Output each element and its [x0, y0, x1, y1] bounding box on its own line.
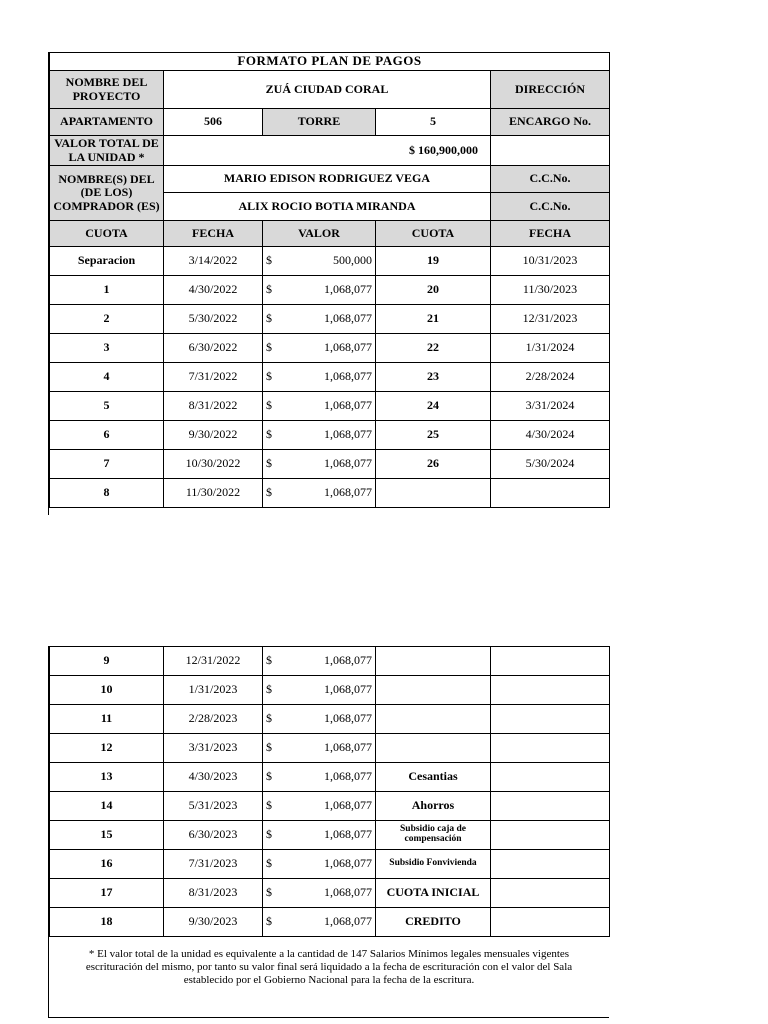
fecha-cell: 7/31/2023: [164, 850, 263, 879]
currency-symbol: $: [266, 914, 272, 929]
footnote-line-2: escrituración del mismo, por tanto su valor final será liquidado a la fecha de escrituración con el valor del Sala: [85, 961, 573, 974]
valor-wrap: [266, 399, 372, 412]
cuota-2-cell: Subsidio caja de compensación: [376, 821, 491, 850]
cuota-cell: 16: [50, 850, 164, 879]
label-valor-total: VALOR TOTAL DE LA UNIDAD *: [50, 136, 164, 166]
cuota-cell: 10: [50, 676, 164, 705]
fecha-2-cell: [491, 647, 610, 676]
cuota-cell: 2: [50, 305, 164, 334]
valor-wrap: [266, 341, 372, 354]
valor-wrap: [266, 683, 372, 696]
amount: 1,068,077: [324, 682, 372, 697]
cuota-2-cell: [376, 647, 491, 676]
table-row: [50, 676, 610, 705]
amount: 1,068,077: [324, 485, 372, 500]
valor-wrap: [266, 770, 372, 783]
valor-wrap: [266, 370, 372, 383]
cuota-cell: 4: [50, 363, 164, 392]
apartment-number: 506: [164, 109, 263, 136]
valor-cell: [263, 850, 376, 879]
valor-wrap: [266, 712, 372, 725]
amount: 1,068,077: [324, 769, 372, 784]
cuota-2-cell: 26: [376, 450, 491, 479]
fecha-cell: 1/31/2023: [164, 676, 263, 705]
valor-cell: [263, 479, 376, 508]
cuota-2-cell: 25: [376, 421, 491, 450]
payment-plan-sheet-top: [48, 52, 592, 515]
footnote-line-3: establecido por el Gobierno Nacional para la fecha de la escritura.: [183, 974, 475, 987]
table-row: [50, 647, 610, 676]
valor-wrap: [266, 828, 372, 841]
fecha-2-cell: [491, 705, 610, 734]
cuota-cell: 7: [50, 450, 164, 479]
currency-symbol: $: [266, 427, 272, 442]
table-row: [50, 276, 610, 305]
amount: 1,068,077: [324, 798, 372, 813]
header-cuota: CUOTA: [50, 221, 164, 247]
payment-plan-table-top: [49, 52, 610, 508]
cuota-cell: Separacion: [50, 247, 164, 276]
fecha-cell: 5/30/2022: [164, 305, 263, 334]
valor-cell: [263, 908, 376, 937]
cuota-2-cell: 22: [376, 334, 491, 363]
currency-symbol: $: [266, 485, 272, 500]
currency-symbol: $: [266, 456, 272, 471]
cuota-cell: 18: [50, 908, 164, 937]
table-row: [50, 450, 610, 479]
amount: 1,068,077: [324, 456, 372, 471]
fecha-2-cell: [491, 763, 610, 792]
table-row: [50, 821, 610, 850]
form-title: FORMATO PLAN DE PAGOS: [50, 53, 610, 71]
cuota-2-cell: CREDITO: [376, 908, 491, 937]
cuota-2-cell: 23: [376, 363, 491, 392]
cuota-2-cell: Cesantias: [376, 763, 491, 792]
cuota-2-cell: [376, 705, 491, 734]
fecha-2-cell: 2/28/2024: [491, 363, 610, 392]
valor-wrap: [266, 428, 372, 441]
valor-wrap: [266, 654, 372, 667]
cuota-cell: 9: [50, 647, 164, 676]
cuota-cell: 5: [50, 392, 164, 421]
table-row: [50, 734, 610, 763]
cuota-cell: 6: [50, 421, 164, 450]
valor-cell: [263, 763, 376, 792]
cuota-cell: 1: [50, 276, 164, 305]
valor-cell: [263, 247, 376, 276]
fecha-cell: 7/31/2022: [164, 363, 263, 392]
fecha-cell: 9/30/2023: [164, 908, 263, 937]
amount: 1,068,077: [324, 653, 372, 668]
fecha-2-cell: [491, 908, 610, 937]
fecha-cell: 9/30/2022: [164, 421, 263, 450]
label-cc-1: C.C.No.: [491, 166, 610, 193]
cuota-cell: 15: [50, 821, 164, 850]
amount: 1,068,077: [324, 311, 372, 326]
currency-symbol: $: [266, 827, 272, 842]
label-apartamento: APARTAMENTO: [50, 109, 164, 136]
cuota-2-cell: CUOTA INICIAL: [376, 879, 491, 908]
valor-wrap: [266, 254, 372, 267]
amount: 1,068,077: [324, 856, 372, 871]
label-proyecto: NOMBRE DEL PROYECTO: [50, 71, 164, 109]
cuota-cell: 13: [50, 763, 164, 792]
valor-cell: [263, 647, 376, 676]
cuota-cell: 12: [50, 734, 164, 763]
label-cc-2: C.C.No.: [491, 193, 610, 221]
project-name: ZUÁ CIUDAD CORAL: [164, 71, 491, 109]
cuota-2-cell: [376, 734, 491, 763]
amount: 1,068,077: [324, 340, 372, 355]
fecha-cell: 10/30/2022: [164, 450, 263, 479]
valor-cell: [263, 792, 376, 821]
valor-cell: [263, 276, 376, 305]
fecha-2-cell: 3/31/2024: [491, 392, 610, 421]
valor-wrap: [266, 283, 372, 296]
fecha-cell: 4/30/2022: [164, 276, 263, 305]
fecha-cell: 4/30/2023: [164, 763, 263, 792]
fecha-cell: 5/31/2023: [164, 792, 263, 821]
table-row: [50, 850, 610, 879]
valor-wrap: [266, 886, 372, 899]
valor-cell: [263, 705, 376, 734]
fecha-2-cell: [491, 676, 610, 705]
cuota-cell: 14: [50, 792, 164, 821]
table-row: [50, 421, 610, 450]
cuota-2-cell: 19: [376, 247, 491, 276]
currency-symbol: $: [266, 398, 272, 413]
header-fecha-2: FECHA: [491, 221, 610, 247]
fecha-2-cell: 12/31/2023: [491, 305, 610, 334]
valor-wrap: [266, 799, 372, 812]
label-torre: TORRE: [263, 109, 376, 136]
fecha-cell: 6/30/2023: [164, 821, 263, 850]
total-value: $ 160,900,000: [164, 136, 491, 166]
empty-cell: [491, 136, 610, 166]
payment-plan-sheet-bottom: [48, 646, 581, 1018]
fecha-2-cell: 1/31/2024: [491, 334, 610, 363]
valor-cell: [263, 392, 376, 421]
currency-symbol: $: [266, 653, 272, 668]
currency-symbol: $: [266, 682, 272, 697]
valor-cell: [263, 421, 376, 450]
header-fecha: FECHA: [164, 221, 263, 247]
valor-cell: [263, 879, 376, 908]
valor-cell: [263, 734, 376, 763]
cuota-2-cell: Ahorros: [376, 792, 491, 821]
buyer-1-name: MARIO EDISON RODRIGUEZ VEGA: [164, 166, 491, 193]
valor-wrap: [266, 486, 372, 499]
amount: 1,068,077: [324, 885, 372, 900]
currency-symbol: $: [266, 856, 272, 871]
valor-cell: [263, 305, 376, 334]
valor-wrap: [266, 857, 372, 870]
currency-symbol: $: [266, 311, 272, 326]
label-direccion: DIRECCIÓN: [491, 71, 610, 109]
valor-wrap: [266, 457, 372, 470]
valor-cell: [263, 676, 376, 705]
cuota-cell: 17: [50, 879, 164, 908]
table-row: [50, 334, 610, 363]
fecha-cell: 8/31/2023: [164, 879, 263, 908]
fecha-2-cell: [491, 850, 610, 879]
valor-cell: [263, 334, 376, 363]
fecha-cell: 8/31/2022: [164, 392, 263, 421]
fecha-cell: 6/30/2022: [164, 334, 263, 363]
cuota-2-cell: 21: [376, 305, 491, 334]
table-row: [50, 763, 610, 792]
amount: 1,068,077: [324, 427, 372, 442]
valor-wrap: [266, 312, 372, 325]
amount: 1,068,077: [324, 398, 372, 413]
fecha-cell: 11/30/2022: [164, 479, 263, 508]
amount: 1,068,077: [324, 740, 372, 755]
currency-symbol: $: [266, 885, 272, 900]
fecha-2-cell: [491, 479, 610, 508]
currency-symbol: $: [266, 769, 272, 784]
currency-symbol: $: [266, 253, 272, 268]
table-row: [50, 705, 610, 734]
valor-wrap: [266, 741, 372, 754]
fecha-2-cell: [491, 792, 610, 821]
fecha-cell: 2/28/2023: [164, 705, 263, 734]
fecha-2-cell: [491, 734, 610, 763]
table-row: [50, 908, 610, 937]
cuota-cell: 11: [50, 705, 164, 734]
valor-cell: [263, 821, 376, 850]
cuota-cell: 8: [50, 479, 164, 508]
fecha-2-cell: 4/30/2024: [491, 421, 610, 450]
payment-plan-table-bottom: [49, 646, 610, 937]
fecha-2-cell: 5/30/2024: [491, 450, 610, 479]
table-row: [50, 879, 610, 908]
header-valor: VALOR: [263, 221, 376, 247]
amount: 1,068,077: [324, 282, 372, 297]
fecha-cell: 3/14/2022: [164, 247, 263, 276]
cuota-2-cell: [376, 676, 491, 705]
currency-symbol: $: [266, 282, 272, 297]
table-row: [50, 305, 610, 334]
currency-symbol: $: [266, 711, 272, 726]
cuota-cell: 3: [50, 334, 164, 363]
currency-symbol: $: [266, 340, 272, 355]
valor-cell: [263, 450, 376, 479]
table-row: [50, 247, 610, 276]
valor-cell: [263, 363, 376, 392]
amount: 1,068,077: [324, 914, 372, 929]
currency-symbol: $: [266, 369, 272, 384]
footnote: [49, 937, 609, 1018]
table-row: [50, 792, 610, 821]
cuota-2-cell: 24: [376, 392, 491, 421]
cuota-2-cell: Subsidio Fonvivienda: [376, 850, 491, 879]
buyer-2-name: ALIX ROCIO BOTIA MIRANDA: [164, 193, 491, 221]
currency-symbol: $: [266, 798, 272, 813]
fecha-2-cell: [491, 821, 610, 850]
amount: 1,068,077: [324, 827, 372, 842]
amount: 1,068,077: [324, 369, 372, 384]
fecha-2-cell: 11/30/2023: [491, 276, 610, 305]
label-compradores: NOMBRE(S) DEL (DE LOS) COMPRADOR (ES): [50, 166, 164, 221]
cuota-2-cell: 20: [376, 276, 491, 305]
amount: 500,000: [333, 253, 372, 268]
fecha-cell: 3/31/2023: [164, 734, 263, 763]
fecha-2-cell: [491, 879, 610, 908]
table-row: [50, 392, 610, 421]
table-row: [50, 479, 610, 508]
fecha-cell: 12/31/2022: [164, 647, 263, 676]
amount: 1,068,077: [324, 711, 372, 726]
header-cuota-2: CUOTA: [376, 221, 491, 247]
currency-symbol: $: [266, 740, 272, 755]
label-encargo: ENCARGO No.: [491, 109, 610, 136]
fecha-2-cell: 10/31/2023: [491, 247, 610, 276]
cuota-2-cell: [376, 479, 491, 508]
tower-number: 5: [376, 109, 491, 136]
table-row: [50, 363, 610, 392]
valor-wrap: [266, 915, 372, 928]
footnote-line-1: * El valor total de la unidad es equivalente a la cantidad de 147 Salarios Mínimos legales mensuales vigentes: [88, 948, 570, 960]
